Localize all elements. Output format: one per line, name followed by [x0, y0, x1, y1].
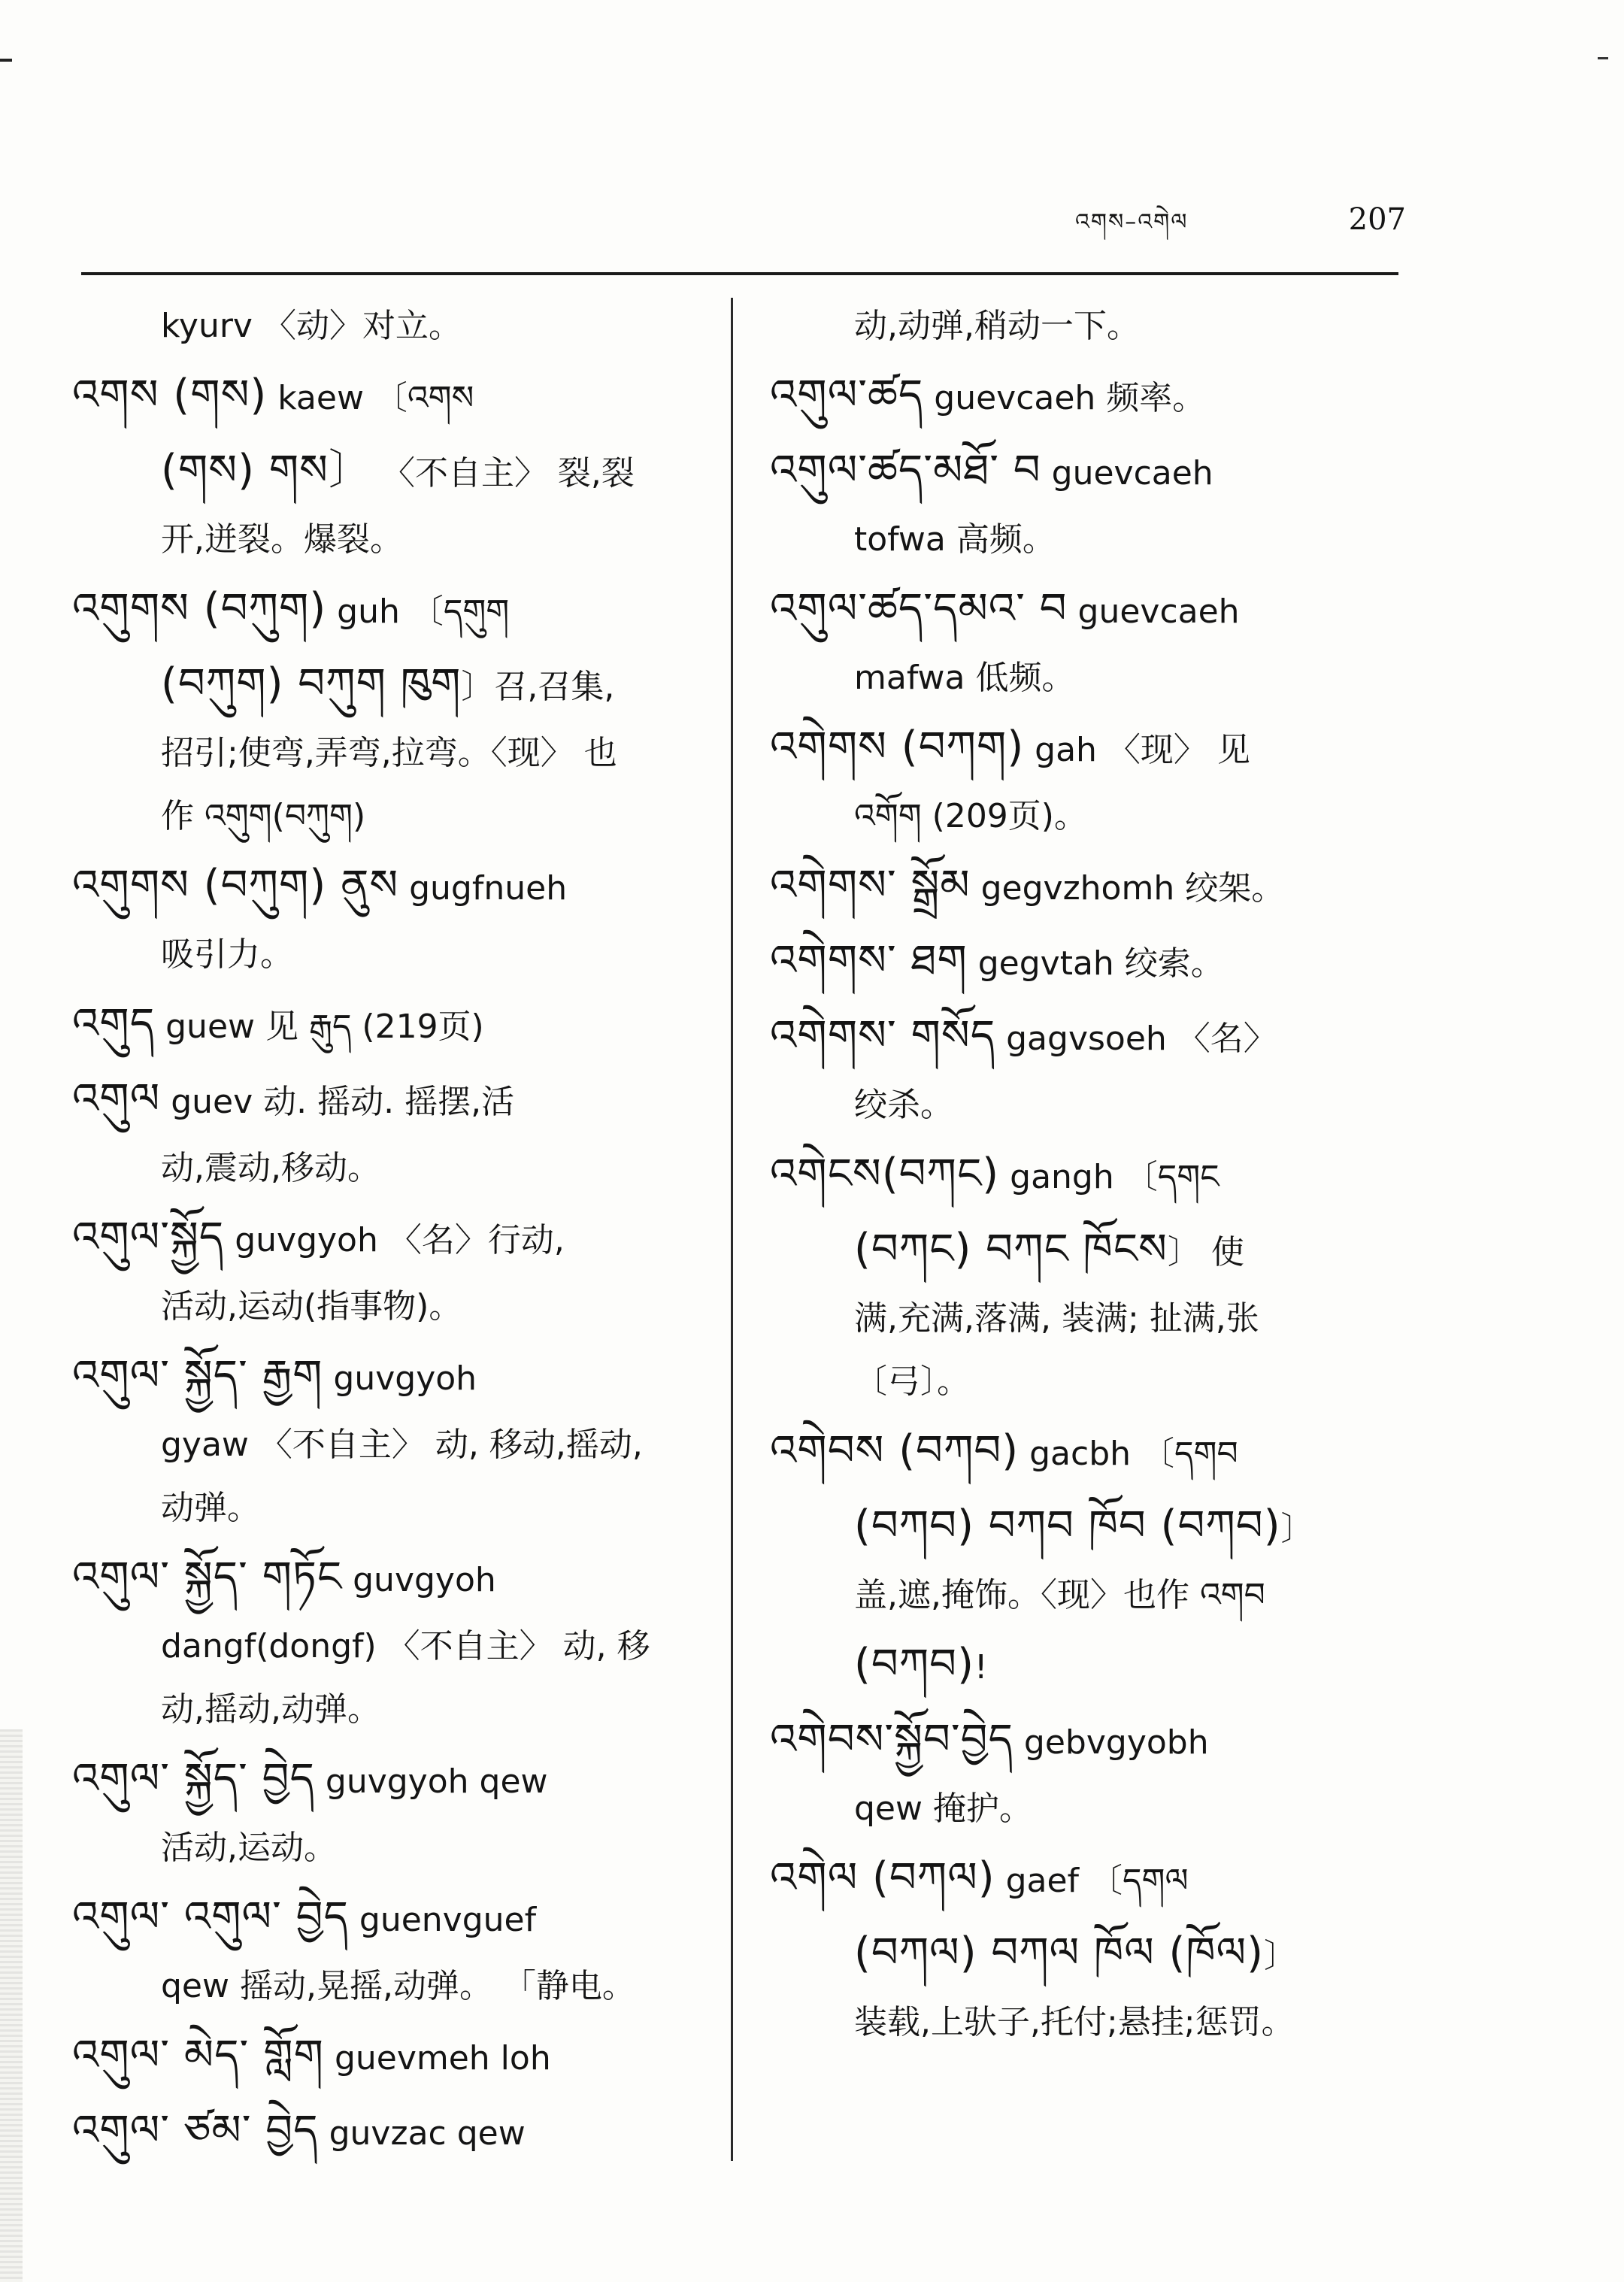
tibetan-text: འགུལ་ མེད་ གློག: [72, 2031, 324, 2080]
entry-headword-line: [72, 1062, 720, 1137]
gloss-text: gagvsoeh 〈名〉: [995, 1020, 1277, 1058]
gloss-text: 盖,遮,掩饰。〈现〉也作 འགབ: [854, 1576, 1265, 1614]
right-column: [770, 295, 1418, 2054]
entry-continuation-line: [770, 1991, 1418, 2054]
gloss-text: tofwa 高频。: [854, 520, 1056, 559]
entry-headword-line: [770, 571, 1418, 647]
entry-continuation-line: [72, 923, 720, 986]
gloss-text: 〕: [1280, 1510, 1314, 1548]
entry-continuation-line: [770, 1350, 1418, 1414]
entry-headword-line: [72, 571, 720, 647]
gloss-text: 动,摇动,动弹。: [161, 1690, 380, 1729]
gloss-text: !: [974, 1648, 988, 1686]
gloss-text: gah 〈现〉 见: [1024, 731, 1250, 769]
gloss-text: 动,震动,移动。: [161, 1149, 380, 1187]
gloss-text: qew 掩护。: [854, 1790, 1032, 1828]
tibetan-text: འགེབས (བཀབ): [770, 1426, 1020, 1475]
tibetan-text: འགུལ: [72, 1074, 161, 1123]
entry-headword-line: [770, 358, 1418, 433]
header-rule: [81, 272, 1398, 275]
entry-continuation-line: [770, 508, 1418, 571]
entry-headword-line: [72, 1880, 720, 1955]
entry-continuation-line: [770, 1212, 1418, 1287]
entry-headword-line: [72, 1200, 720, 1275]
gloss-text: 〔弓〕。: [854, 1362, 970, 1401]
tibetan-text: (བཀབ): [854, 1640, 974, 1689]
edge-mark: [1598, 57, 1608, 59]
gloss-text: guvgyoh: [342, 1561, 496, 1599]
entry-headword-line: [770, 848, 1418, 923]
tibetan-text: འགེགས་ ཐག: [770, 936, 968, 985]
tibetan-text: འགེགས (བཀག): [770, 723, 1025, 771]
gloss-text: 〈不自主〉 裂,裂: [371, 454, 635, 492]
entry-continuation-line: [72, 1477, 720, 1540]
entry-headword-line: [72, 2093, 720, 2168]
gloss-text: gegvzhomh 绞架。: [970, 869, 1285, 908]
entry-continuation-line: [72, 1817, 720, 1880]
entry-headword-line: [72, 1741, 720, 1817]
page-edge-shadow: [0, 1729, 23, 2282]
column-divider: [731, 298, 733, 2161]
tibetan-text: འགེལ (བཀལ): [770, 1853, 995, 1902]
entry-continuation-line: [72, 1955, 720, 2018]
entry-continuation-line: [770, 1627, 1418, 1702]
gloss-text: mafwa 低频。: [854, 659, 1075, 697]
gloss-text: guew 见 རྒུད (219页): [155, 1008, 484, 1046]
tibetan-text: (བཀབ) བཀབ ཁོབ (བཀབ): [854, 1502, 1281, 1550]
gloss-text: 满,充满,落满, 装满; 扯满,张: [854, 1299, 1259, 1338]
entry-continuation-line: [72, 433, 720, 508]
entry-continuation-line: [72, 1678, 720, 1741]
entry-continuation-line: [72, 647, 720, 722]
tibetan-text: འགས (གས): [72, 371, 268, 420]
gloss-text: guevcaeh: [1041, 454, 1213, 492]
tibetan-text: འགུལ་ ཙམ་ བྱེད: [72, 2106, 319, 2155]
gloss-text: guevmeh loh: [323, 2039, 551, 2077]
tibetan-text: འགུགས (བཀུག): [72, 584, 327, 633]
running-head: [1075, 197, 1406, 260]
entry-continuation-line: [72, 1414, 720, 1477]
entry-headword-line: [770, 1414, 1418, 1489]
tibetan-text: འགུལ་ སྐྱོད་ བྱེད: [72, 1754, 315, 1803]
entry-continuation-line: [770, 1777, 1418, 1841]
left-column: [72, 295, 720, 2168]
gloss-text: gacbh 〔དགབ: [1019, 1435, 1238, 1473]
gloss-text: gebvgyobh: [1013, 1723, 1209, 1762]
page-number: 207: [1348, 202, 1406, 237]
tibetan-text: འགུལ་ཚད: [770, 371, 924, 420]
gloss-text: 吸引力。: [161, 935, 293, 974]
gloss-text: guvgyoh qew: [314, 1762, 548, 1801]
gloss-text: guev 动. 摇动. 摇摆,活: [160, 1083, 515, 1121]
entry-continuation-line: [770, 647, 1418, 710]
gloss-text: 绞杀。: [854, 1086, 953, 1124]
tibetan-text: འགུལ་སྐྱོད: [72, 1213, 225, 1262]
gloss-text: dangf(dongf) 〈不自主〉 动, 移: [161, 1627, 650, 1665]
tibetan-text: འགུད: [72, 999, 156, 1048]
gloss-text: 〕 使: [1167, 1233, 1244, 1271]
tibetan-text: འགུལ་ཚད་དམའ་ བ: [770, 584, 1068, 633]
entry-continuation-line: [72, 295, 720, 358]
tibetan-text: འགུགས (བཀུག) ནུས: [72, 861, 399, 910]
gloss-text: gugfnueh: [398, 869, 568, 908]
entry-continuation-line: [72, 508, 720, 571]
gloss-text: gyaw 〈不自主〉 动, 移动,摇动,: [161, 1426, 643, 1464]
entry-continuation-line: [770, 1564, 1418, 1627]
gloss-text: guvgyoh 〈名〉行动,: [224, 1221, 565, 1259]
gloss-text: guh 〔དགུག: [326, 592, 510, 631]
tibetan-text: འགུལ་ཚད་མཐོ་ བ: [770, 446, 1041, 495]
entry-headword-line: [72, 1540, 720, 1615]
gloss-text: guevcaeh: [1067, 592, 1240, 631]
tibetan-text: (བཀུག) བཀུག ཁུག: [161, 659, 462, 708]
gloss-text: guevcaeh 频率。: [923, 379, 1206, 417]
tibetan-text: (གས) གས〕: [161, 446, 371, 495]
entry-headword-line: [770, 433, 1418, 508]
gloss-text: kyurv 〈动〉对立。: [161, 307, 462, 345]
entry-headword-line: [770, 999, 1418, 1074]
gloss-text: 〕: [1263, 1937, 1297, 1975]
entry-continuation-line: [770, 1489, 1418, 1564]
gloss-text: kaew 〔འགས: [267, 379, 474, 417]
gloss-text: guvgyoh: [323, 1359, 477, 1398]
tibetan-text: འགུལ་ འགུལ་ བྱེད: [72, 1893, 349, 1941]
tibetan-text: (བཀང) བཀང ཁོངས: [854, 1225, 1168, 1274]
tibetan-text: འགེགས་ གསོད: [770, 1011, 996, 1060]
tibetan-text: (བཀལ) བཀལ ཁོལ (ཁོལ): [854, 1929, 1264, 1977]
entry-headword-line: [72, 358, 720, 433]
tibetan-text: འགེབས་སྐྱོབ་བྱེད: [770, 1715, 1013, 1764]
gloss-text: 装载,上驮子,托付;悬挂;惩罚。: [854, 2003, 1295, 2041]
tibetan-text: འགེངས(བཀང): [770, 1150, 1000, 1199]
entry-continuation-line: [770, 1074, 1418, 1137]
gloss-text: qew 摇动,晃摇,动弹。 「静电。: [161, 1967, 635, 2005]
entry-headword-line: [770, 1137, 1418, 1212]
tibetan-text: འགེགས་ སྒྲོམ: [770, 861, 971, 910]
entry-continuation-line: [72, 785, 720, 848]
gloss-text: guvzac qew: [318, 2114, 526, 2153]
gloss-text: 招引;使弯,弄弯,拉弯。〈现〉 也: [161, 734, 617, 772]
entry-headword-line: [72, 2018, 720, 2093]
entry-headword-line: [72, 848, 720, 923]
entry-continuation-line: [770, 1916, 1418, 1991]
gloss-text: 作 འགུག(བཀུག): [161, 797, 366, 835]
gloss-text: 活动,运动(指事物)。: [161, 1287, 462, 1326]
gloss-text: gaef 〔དགལ: [995, 1862, 1189, 1900]
entry-continuation-line: [770, 785, 1418, 848]
entry-continuation-line: [72, 1275, 720, 1338]
gloss-text: guenvguef: [348, 1901, 537, 1939]
entry-headword-line: [770, 1702, 1418, 1777]
entry-headword-line: [770, 1841, 1418, 1916]
gloss-text: gegvtah 绞索。: [967, 944, 1224, 983]
entry-continuation-line: [770, 1287, 1418, 1350]
gloss-text: འགོག (209页)。: [854, 797, 1087, 835]
entry-continuation-line: [770, 295, 1418, 358]
gloss-text: 开,迸裂。爆裂。: [161, 520, 403, 559]
tibetan-text: འགུལ་ སྐྱོད་ གཏོང: [72, 1553, 343, 1602]
gloss-text: gangh 〔དགང: [999, 1158, 1220, 1196]
entry-headword-line: [770, 710, 1418, 785]
entry-continuation-line: [72, 1615, 720, 1678]
running-head-word: འགས–འགེལ: [1075, 209, 1189, 235]
tibetan-text: འགུལ་ སྐྱོད་ རྒྱག: [72, 1351, 323, 1400]
gloss-text: 〕召,召集,: [461, 668, 615, 706]
gloss-text: 活动,运动。: [161, 1829, 337, 1867]
entry-headword-line: [770, 923, 1418, 999]
gloss-text: 动,动弹,稍动一下。: [854, 307, 1140, 345]
entry-headword-line: [72, 1338, 720, 1414]
entry-continuation-line: [72, 1137, 720, 1200]
entry-headword-line: [72, 986, 720, 1062]
edge-mark: [0, 59, 12, 62]
gloss-text: 动弹。: [161, 1489, 260, 1527]
entry-continuation-line: [72, 722, 720, 785]
